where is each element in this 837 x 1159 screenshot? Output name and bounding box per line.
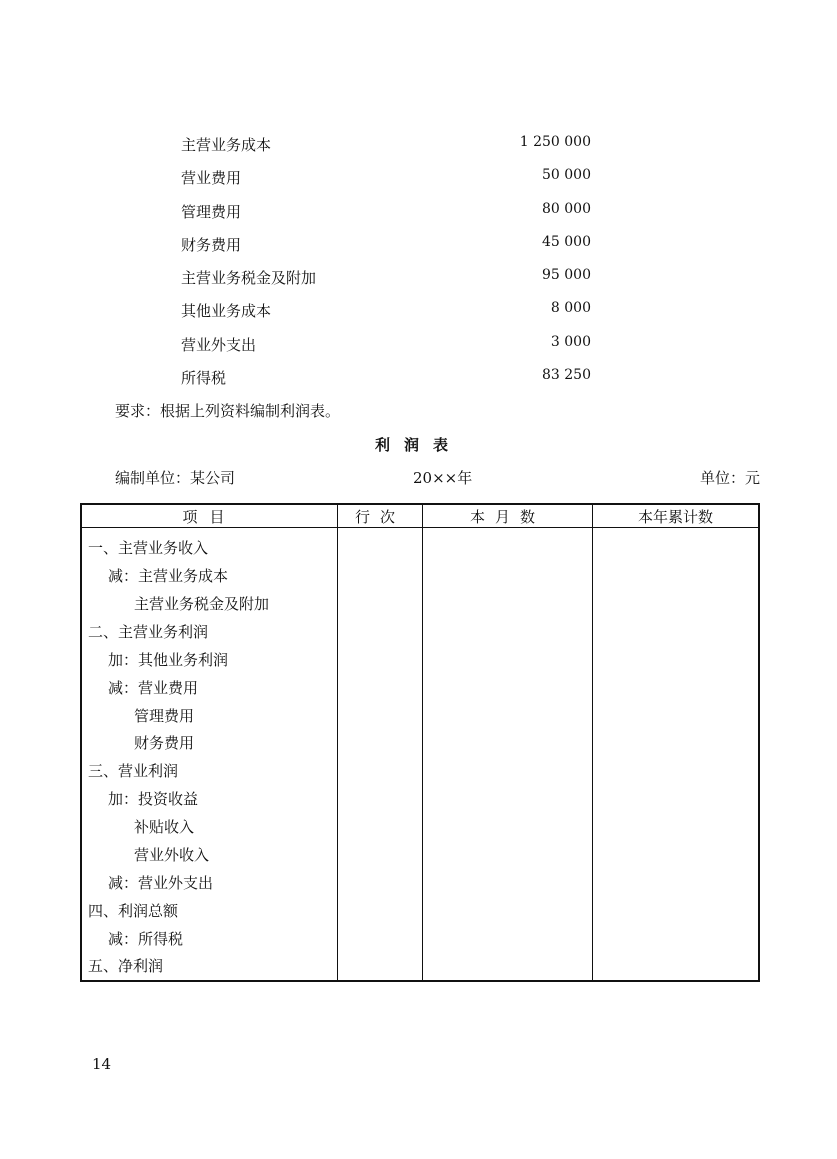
row-label: 三、营业利润: [81, 757, 338, 785]
row-label: 减：所得税: [81, 924, 338, 952]
table-row: [81, 590, 759, 618]
table-row: [81, 701, 759, 729]
row-label: 财务费用: [81, 729, 338, 757]
line-no-cell: [338, 785, 423, 813]
line-no-cell: [338, 952, 423, 981]
year-to-date-cell: [593, 618, 760, 646]
this-month-cell: [423, 785, 593, 813]
this-month-cell: [423, 729, 593, 757]
table-header-row: [81, 504, 759, 528]
year-to-date-cell: [593, 562, 760, 590]
year-to-date-cell: [593, 896, 760, 924]
header-this-month: 本月数: [423, 504, 593, 528]
row-label: 减：营业外支出: [81, 868, 338, 896]
given-item-amount: 83 250: [542, 367, 591, 384]
row-label: 四、利润总额: [81, 896, 338, 924]
line-no-cell: [338, 645, 423, 673]
row-label: 加：其他业务利润: [81, 645, 338, 673]
header-line-no: 行次: [338, 504, 423, 528]
given-item: [181, 128, 591, 161]
this-month-cell: [423, 701, 593, 729]
prepared-by: 编制单位：某公司: [115, 469, 236, 487]
year-to-date-cell: [593, 590, 760, 618]
table-row: [81, 645, 759, 673]
given-item: [181, 328, 591, 361]
year-to-date-cell: [593, 528, 760, 562]
header-year-to-date: 本年累计数: [593, 504, 760, 528]
line-no-cell: [338, 729, 423, 757]
given-item-name: 其他业务成本: [181, 302, 272, 321]
table-row: [81, 562, 759, 590]
period: 20××年: [413, 469, 473, 487]
line-no-cell: [338, 841, 423, 869]
table-row: [81, 785, 759, 813]
year-to-date-cell: [593, 645, 760, 673]
row-label: 补贴收入: [81, 813, 338, 841]
line-no-cell: [338, 757, 423, 785]
year-to-date-cell: [593, 701, 760, 729]
this-month-cell: [423, 528, 593, 562]
given-data-list: [181, 128, 591, 394]
table-row: [81, 757, 759, 785]
year-to-date-cell: [593, 813, 760, 841]
line-no-cell: [338, 896, 423, 924]
table-row: [81, 618, 759, 646]
year-to-date-cell: [593, 729, 760, 757]
income-statement-table: [80, 503, 760, 982]
line-no-cell: [338, 590, 423, 618]
currency-unit: 单位：元: [699, 469, 760, 487]
table-row: [81, 528, 759, 562]
given-item: [181, 261, 591, 294]
given-item-name: 所得税: [181, 369, 227, 388]
table-row: [81, 952, 759, 981]
this-month-cell: [423, 673, 593, 701]
this-month-cell: [423, 896, 593, 924]
table-row: [81, 868, 759, 896]
this-month-cell: [423, 813, 593, 841]
given-item-name: 主营业务税金及附加: [181, 269, 317, 288]
row-label: 营业外收入: [81, 841, 338, 869]
row-label: 管理费用: [81, 701, 338, 729]
given-item-name: 营业费用: [181, 169, 242, 188]
given-item-amount: 3 000: [550, 333, 591, 350]
table-row: [81, 924, 759, 952]
header-item: 项目: [81, 504, 338, 528]
table-row: [81, 813, 759, 841]
given-item: [181, 294, 591, 327]
table-row: [81, 673, 759, 701]
line-no-cell: [338, 924, 423, 952]
statement-meta: [115, 467, 760, 489]
given-item-name: 营业外支出: [181, 335, 257, 354]
line-no-cell: [338, 528, 423, 562]
requirement-text: 要求：根据上列资料编制利润表。: [115, 402, 341, 420]
page-number: 14: [92, 1055, 112, 1073]
given-item-amount: 45 000: [542, 233, 591, 250]
year-to-date-cell: [593, 868, 760, 896]
year-to-date-cell: [593, 952, 760, 981]
given-item: [181, 228, 591, 261]
line-no-cell: [338, 618, 423, 646]
statement-title: 利润表: [374, 436, 462, 454]
year-to-date-cell: [593, 757, 760, 785]
given-item: [181, 161, 591, 194]
year-to-date-cell: [593, 673, 760, 701]
this-month-cell: [423, 841, 593, 869]
given-item-amount: 80 000: [542, 200, 591, 217]
year-to-date-cell: [593, 924, 760, 952]
given-item: [181, 361, 591, 394]
row-label: 减：主营业务成本: [81, 562, 338, 590]
given-item-amount: 95 000: [542, 267, 591, 284]
line-no-cell: [338, 701, 423, 729]
this-month-cell: [423, 562, 593, 590]
given-item-name: 管理费用: [181, 202, 242, 221]
this-month-cell: [423, 952, 593, 981]
table-row: [81, 896, 759, 924]
year-to-date-cell: [593, 841, 760, 869]
this-month-cell: [423, 757, 593, 785]
given-item-amount: 50 000: [542, 167, 591, 184]
row-label: 五、净利润: [81, 952, 338, 981]
line-no-cell: [338, 562, 423, 590]
row-label: 减：营业费用: [81, 673, 338, 701]
line-no-cell: [338, 673, 423, 701]
this-month-cell: [423, 924, 593, 952]
given-item-name: 财务费用: [181, 235, 242, 254]
given-item: [181, 195, 591, 228]
this-month-cell: [423, 590, 593, 618]
row-label: 主营业务税金及附加: [81, 590, 338, 618]
line-no-cell: [338, 813, 423, 841]
this-month-cell: [423, 868, 593, 896]
line-no-cell: [338, 868, 423, 896]
given-item-amount: 8 000: [550, 300, 591, 317]
table-row: [81, 729, 759, 757]
row-label: 二、主营业务利润: [81, 618, 338, 646]
given-item-name: 主营业务成本: [181, 136, 272, 154]
row-label: 一、主营业务收入: [81, 528, 338, 562]
this-month-cell: [423, 645, 593, 673]
year-to-date-cell: [593, 785, 760, 813]
this-month-cell: [423, 618, 593, 646]
row-label: 加：投资收益: [81, 785, 338, 813]
table-row: [81, 841, 759, 869]
given-item-amount: 1 250 000: [519, 134, 591, 150]
